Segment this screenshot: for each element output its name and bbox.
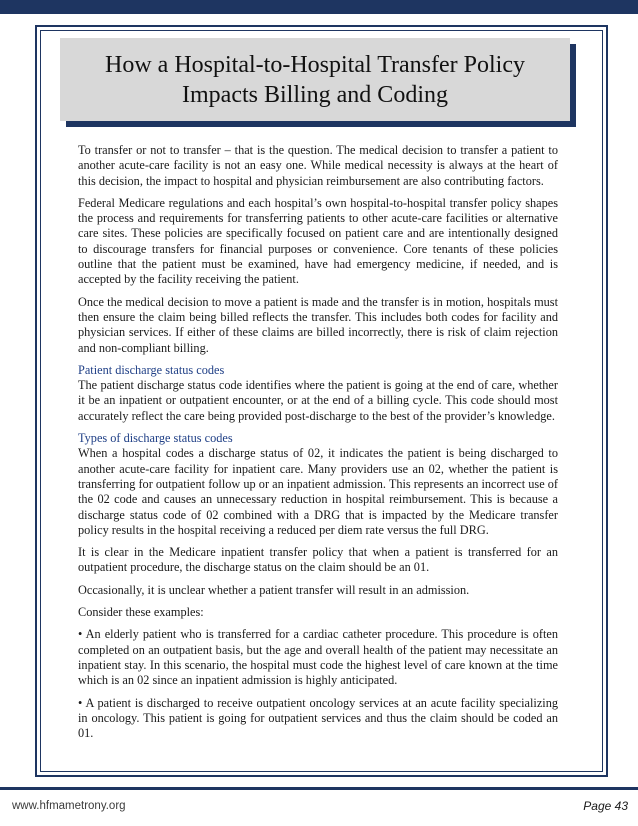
article-body — [78, 143, 558, 748]
paragraph-unclear: Occasionally, it is unclear whether a patient transfer will result in an admission. — [78, 582, 470, 597]
paragraph-intro: To transfer or not to transfer – that is the question. The medical decision to transfer a patient to another acute-care facility is not an easy one. While medical necessity is always at the heart of this decision, the impact to hospital and physician reimbursement are also contributing factors. — [78, 143, 558, 188]
article-title-line2: Impacts Billing and Coding — [182, 81, 448, 108]
paragraph-outpatient: It is clear in the Medicare inpatient transfer policy that when a patient is transferred for an outpatient procedure, the discharge status on the claim should be an 01. — [78, 545, 558, 575]
title-box — [60, 38, 570, 121]
section-heading-types: Types of discharge status codes — [78, 431, 233, 446]
example-oncology: • A patient is discharged to receive outpatient oncology services at an acute facility specializing in oncology. This patient is going for outpatient services and thus the claim should be coded an 01. — [78, 695, 558, 741]
paragraph-discharge-code: The patient discharge status code identifies where the patient is going at the end of care, whether it be an inpatient or outpatient encounter, or at the end of a billing cycle. This code should most accurately reflect the care being provided post-discharge to the best of the provider’s knowledge. — [78, 378, 558, 423]
paragraph-regulations: Federal Medicare regulations and each hospital’s own hospital-to-hospital transfer policy shapes the process and requirements for transferring patients to other acute-care facilities or alternative care sites. These policies are specifically focused on patient care and are intentionally designed to discourage transfers for financial purposes or convenience. Core tenants of these policies outline that the patient must be examined, have had emergency medicine, if needed, and is accepted by the facility receiving the patient. — [78, 195, 558, 287]
page-number: Page 43 — [583, 799, 628, 813]
paragraph-claims: Once the medical decision to move a patient is made and the transfer is in motion, hospitals must then ensure the claim being billed reflects the transfer. This includes both codes for facility and physician services. If either of these claims are billed incorrectly, there is risk of claim rejection and non-compliant billing. — [78, 294, 558, 355]
paragraph-status-02: When a hospital codes a discharge status of 02, it indicates the patient is being discharged to another acute-care facility for inpatient care. Many providers use an 02, whether the patient is transferring for outpatient follow up or an inpatient admission. This represents an incorrect use of the 02 code and causes an unnecessary reduction in hospital reimbursement. This is because a discharge status code of 02 combined with a DRG that is impacted by the Medicare transfer policy results in the hospital receiving a reduced per diem rate versus the full DRG. — [78, 446, 558, 537]
footer-rule — [0, 787, 638, 790]
footer-url[interactable]: www.hfmametrony.org — [12, 800, 126, 812]
article-title-line1: How a Hospital-to-Hospital Transfer Policy — [105, 51, 525, 78]
top-bar — [0, 0, 638, 14]
section-heading-discharge-status: Patient discharge status codes — [78, 362, 225, 377]
example-cardiac: • An elderly patient who is transferred for a cardiac catheter procedure. This procedure is often completed on an outpatient basis, but the age and overall health of the patient may necessitate an inpatient stay. In this scenario, the hospital must code the highest level of care known at the time which is an 02 since an inpatient admission is highly anticipated. — [78, 627, 558, 688]
paragraph-examples-intro: Consider these examples: — [78, 605, 204, 620]
